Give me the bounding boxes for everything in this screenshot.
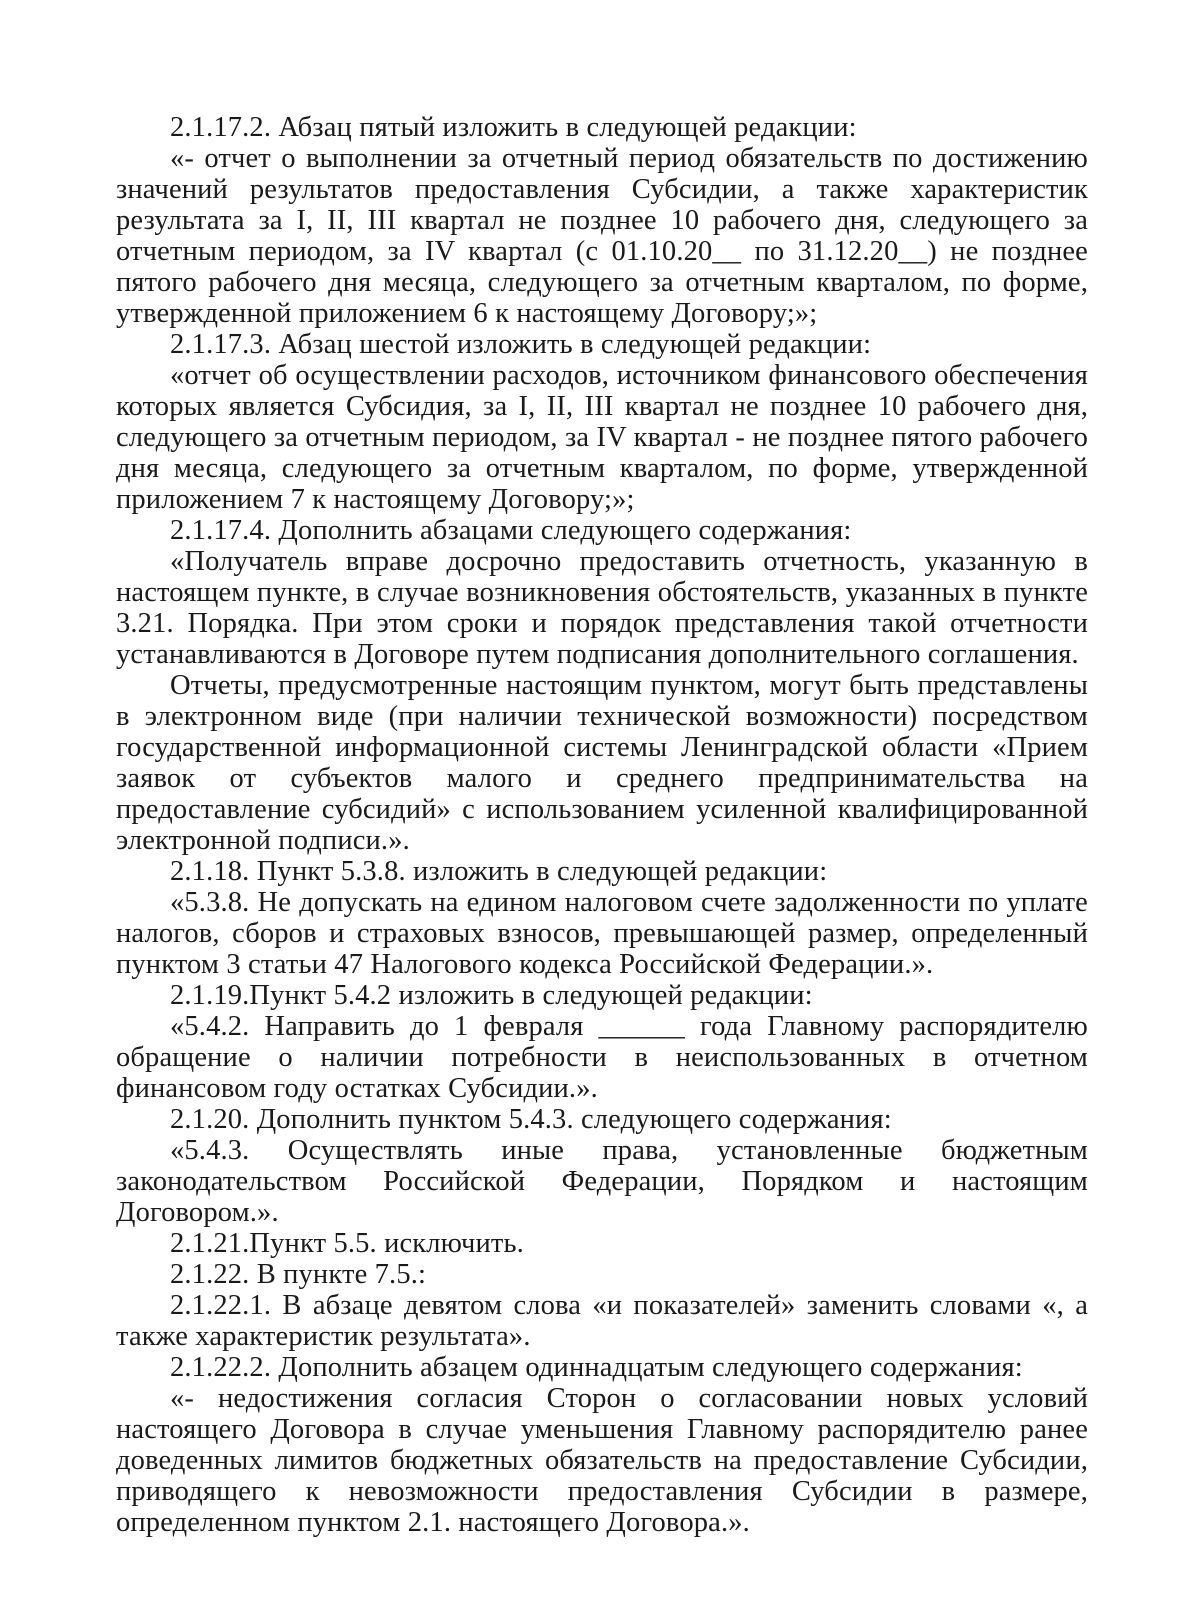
paragraph-report-expenses: «отчет об осуществлении расходов, источником финансового обеспечения которых является Субсидия, за I, II, III квартал не позднее 10 рабочего дня, следующего за отчетным периодом, за IV квартал - не позднее пятого рабочего дня месяца, следующего за отчетным кварталом, по форме, утвержденной приложением 7 к настоящему Договору;»; bbox=[116, 360, 1088, 515]
paragraph-electronic-reports: Отчеты, предусмотренные настоящим пунктом, могут быть представлены в электронном виде (при наличии технической возможности) посредством государственной информационной системы Ленинградской области «Прием заявок от субъектов малого и среднего предпринимательства на предоставление субсидий» с использованием усиленной квалифицированной электронной подписи.». bbox=[116, 670, 1088, 856]
paragraph-2-1-17-3-heading: 2.1.17.3. Абзац шестой изложить в следующей редакции: bbox=[170, 329, 872, 360]
paragraph-disagreement-clause: «- недостижения согласия Сторон о согласовании новых условий настоящего Договора в случае уменьшения Главному распорядителю ранее доведенных лимитов бюджетных обязательств на предоставление Субсидии, приводящего к невозможности предоставления Субсидии в размере, определенном пунктом 2.1. настоящего Договора.». bbox=[116, 1383, 1088, 1538]
document-body bbox=[116, 112, 1088, 1538]
paragraph-5-4-3: «5.4.3. Осуществлять иные права, установленные бюджетным законодательством Российской Федерации, Порядком и настоящим Договором.». bbox=[116, 1135, 1088, 1228]
paragraph-5-4-2: «5.4.2. Направить до 1 февраля ______ года Главному распорядителю обращение о наличии потребности в неиспользованных в отчетном финансовом году остатках Субсидии.». bbox=[116, 1011, 1088, 1104]
paragraph-2-1-18-heading: 2.1.18. Пункт 5.3.8. изложить в следующей редакции: bbox=[170, 856, 828, 887]
paragraph-2-1-19-heading: 2.1.19.Пункт 5.4.2 изложить в следующей редакции: bbox=[170, 980, 813, 1011]
paragraph-2-1-22-heading: 2.1.22. В пункте 7.5.: bbox=[170, 1259, 427, 1290]
paragraph-early-reporting: «Получатель вправе досрочно предоставить отчетность, указанную в настоящем пункте, в случае возникновения обстоятельств, указанных в пункте 3.21. Порядка. При этом сроки и порядок представления такой отчетности устанавливаются в Договоре путем подписания дополнительного соглашения. bbox=[116, 546, 1088, 670]
paragraph-5-3-8: «5.3.8. Не допускать на едином налоговом счете задолженности по уплате налогов, сборов и страховых взносов, превышающей размер, определенный пунктом 3 статьи 47 Налогового кодекса Российской Федерации.». bbox=[116, 887, 1088, 980]
paragraph-report-obligations: «- отчет о выполнении за отчетный период обязательств по достижению значений результатов предоставления Субсидии, а также характеристик результата за I, II, III квартал не позднее 10 рабочего дня, следующего за отчетным периодом, за IV квартал (с 01.10.20__ по 31.12.20__) не позднее пятого рабочего дня месяца, следующего за отчетным кварталом, по форме, утвержденной приложением 6 к настоящему Договору;»; bbox=[116, 143, 1088, 329]
paragraph-2-1-20-heading: 2.1.20. Дополнить пунктом 5.4.3. следующего содержания: bbox=[170, 1104, 892, 1135]
paragraph-2-1-22-2-heading: 2.1.22.2. Дополнить абзацем одиннадцатым следующего содержания: bbox=[170, 1352, 1023, 1383]
paragraph-2-1-22-1: 2.1.22.1. В абзаце девятом слова «и показателей» заменить словами «, а также характеристик результата». bbox=[116, 1290, 1088, 1352]
paragraph-2-1-17-4-heading: 2.1.17.4. Дополнить абзацами следующего содержания: bbox=[170, 515, 852, 546]
paragraph-2-1-17-2-heading: 2.1.17.2. Абзац пятый изложить в следующей редакции: bbox=[170, 112, 857, 143]
paragraph-2-1-21: 2.1.21.Пункт 5.5. исключить. bbox=[170, 1228, 524, 1259]
